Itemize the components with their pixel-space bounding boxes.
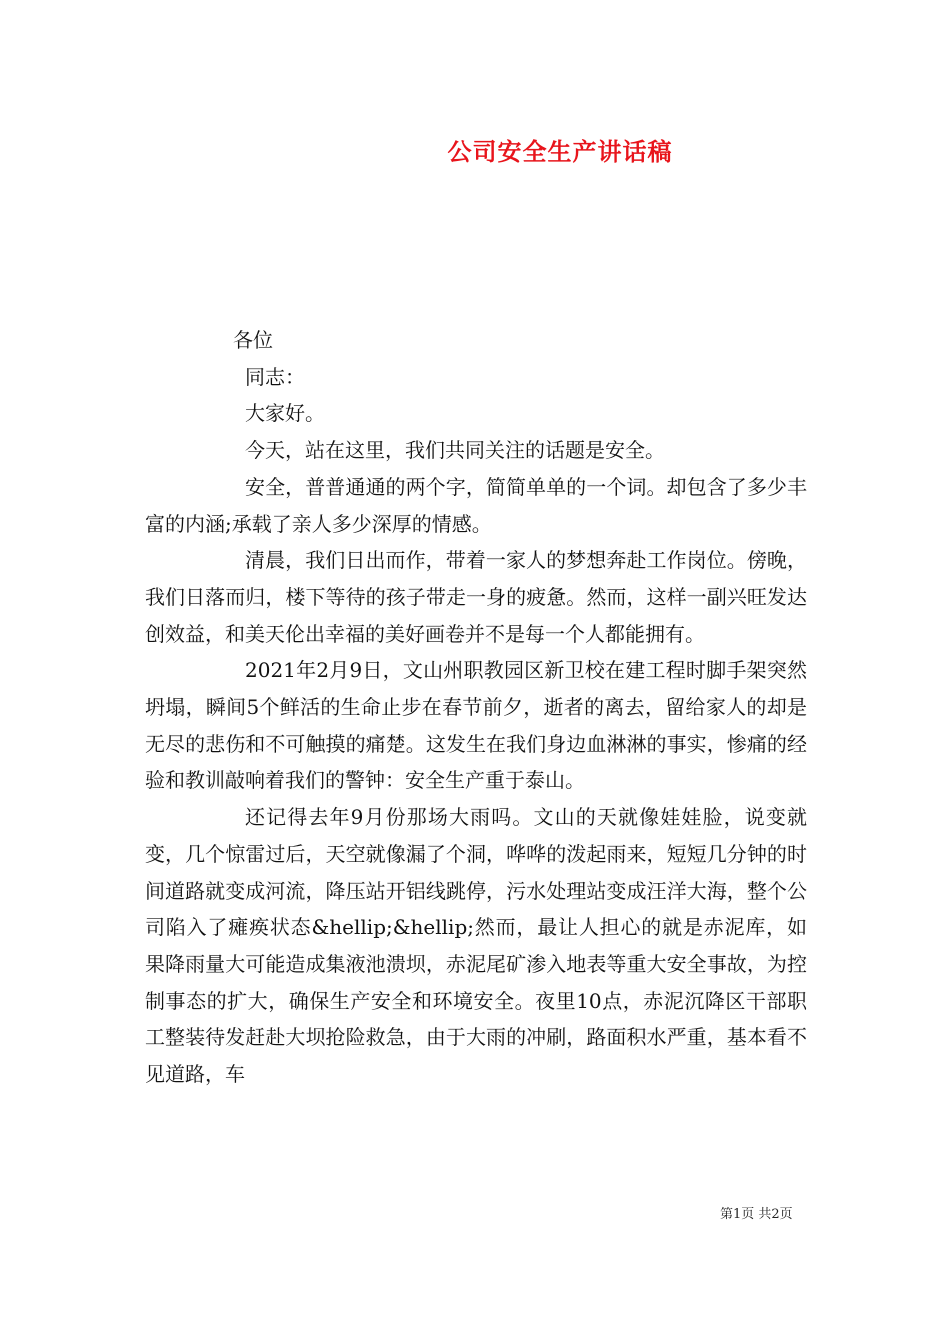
greeting-paragraph: 大家好。: [245, 401, 325, 426]
body-paragraph: 安全，普普通通的两个字，简简单单的一个词。却包含了多少丰富的内涵;承载了亲人多少深厚的情感。: [145, 474, 807, 536]
salutation-line-1: 各位: [233, 328, 273, 352]
body-paragraph: 今天，站在这里，我们共同关注的话题是安全。: [245, 438, 665, 463]
salutation-line-2: 同志：: [245, 364, 305, 389]
body-paragraph: 清晨，我们日出而作，带着一家人的梦想奔赴工作岗位。傍晚，我们日落而归，楼下等待的孩子带走一身的疲惫。然而，这样一副兴旺发达创效益，和美天伦出幸福的美好画卷并不是每一个人都能拥有。: [145, 548, 807, 646]
document-title: 公司安全生产讲话稿: [447, 137, 673, 166]
body-paragraph: 2021年2月9日，文山州职教园区新卫校在建工程时脚手架突然坍塌，瞬间5个鲜活的生命止步在春节前夕，逝者的离去，留给家人的却是无尽的悲伤和不可触摸的痛楚。这发生在我们身边血淋淋的事实，惨痛的经验和教训敲响着我们的警钟：安全生产重于泰山。: [145, 658, 807, 793]
body-paragraph: 还记得去年9月份那场大雨吗。文山的天就像娃娃脸，说变就变，几个惊雷过后，天空就像漏了个洞，哗哗的泼起雨来，短短几分钟的时间道路就变成河流，降压站开铝线跳停，污水处理站变成汪洋大海，整个公司陷入了瘫痪状态&hellip;&hellip;然而，最让人担心的就是赤泥库，如果降雨量大可能造成集液池溃坝，赤泥尾矿渗入地表等重大安全事故，为控制事态的扩大，确保生产安全和环境安全。夜里10点，赤泥沉降区干部职工整装待发赶赴大坝抢险救急，由于大雨的冲刷，路面积水严重，基本看不见道路，车: [145, 805, 807, 1087]
document-body: [145, 322, 807, 1093]
page-number-footer: 第1页 共2页: [720, 1207, 793, 1222]
